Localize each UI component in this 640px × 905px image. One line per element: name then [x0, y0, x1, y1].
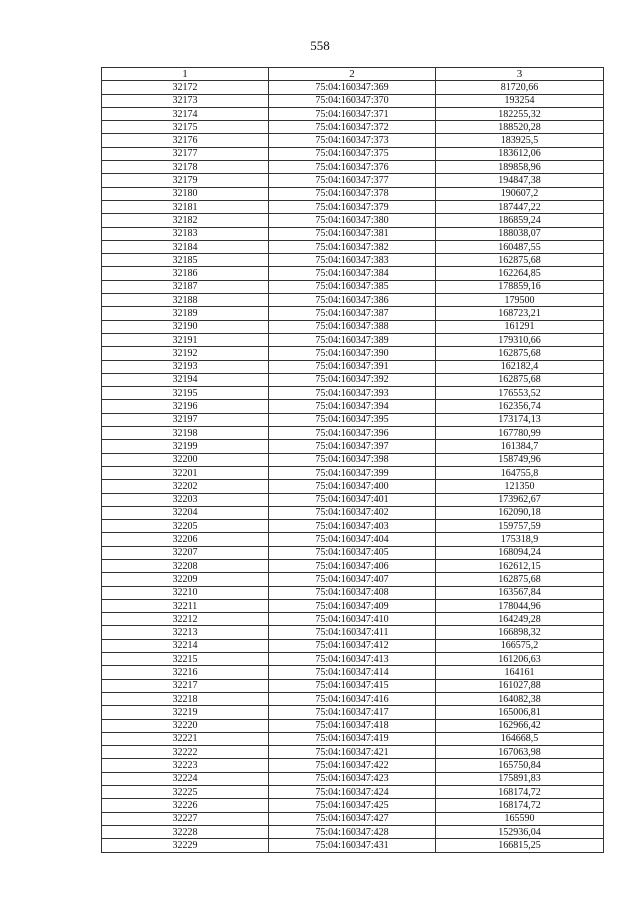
value-cell: 162264,85	[436, 267, 604, 280]
cadastral-number-cell: 75:04:160347:401	[269, 493, 436, 506]
table-row	[102, 480, 604, 493]
row-number-cell: 32218	[102, 692, 269, 705]
table-row	[102, 719, 604, 732]
table-row	[102, 307, 604, 320]
value-cell: 164082,38	[436, 692, 604, 705]
value-cell: 190607,2	[436, 187, 604, 200]
value-cell: 121350	[436, 480, 604, 493]
cadastral-number-cell: 75:04:160347:405	[269, 546, 436, 559]
cadastral-number-cell: 75:04:160347:428	[269, 825, 436, 838]
value-cell: 161291	[436, 320, 604, 333]
row-number-cell: 32209	[102, 573, 269, 586]
table-body	[102, 81, 604, 852]
value-cell: 158749,96	[436, 453, 604, 466]
row-number-cell: 32180	[102, 187, 269, 200]
cadastral-number-cell: 75:04:160347:417	[269, 706, 436, 719]
header-row	[102, 68, 604, 81]
table-row	[102, 320, 604, 333]
cadastral-number-cell: 75:04:160347:400	[269, 480, 436, 493]
table-row	[102, 520, 604, 533]
table-row	[102, 732, 604, 745]
cadastral-number-cell: 75:04:160347:392	[269, 373, 436, 386]
table-row	[102, 825, 604, 838]
table-row	[102, 240, 604, 253]
row-number-cell: 32183	[102, 227, 269, 240]
table-row	[102, 466, 604, 479]
cadastral-number-cell: 75:04:160347:407	[269, 573, 436, 586]
cadastral-number-cell: 75:04:160347:370	[269, 94, 436, 107]
row-number-cell: 32204	[102, 506, 269, 519]
value-cell: 188038,07	[436, 227, 604, 240]
value-cell: 166815,25	[436, 839, 604, 852]
value-cell: 166898,32	[436, 626, 604, 639]
table-row	[102, 387, 604, 400]
cadastral-number-cell: 75:04:160347:411	[269, 626, 436, 639]
cadastral-number-cell: 75:04:160347:390	[269, 347, 436, 360]
table-row	[102, 227, 604, 240]
row-number-cell: 32174	[102, 107, 269, 120]
cadastral-number-cell: 75:04:160347:380	[269, 214, 436, 227]
value-cell: 175318,9	[436, 533, 604, 546]
value-cell: 162875,68	[436, 254, 604, 267]
row-number-cell: 32182	[102, 214, 269, 227]
row-number-cell: 32222	[102, 746, 269, 759]
table-row	[102, 493, 604, 506]
cadastral-number-cell: 75:04:160347:399	[269, 466, 436, 479]
row-number-cell: 32192	[102, 347, 269, 360]
value-cell: 161027,88	[436, 679, 604, 692]
table-row	[102, 107, 604, 120]
value-cell: 162875,68	[436, 373, 604, 386]
row-number-cell: 32221	[102, 732, 269, 745]
table-row	[102, 812, 604, 825]
table-row	[102, 200, 604, 213]
row-number-cell: 32224	[102, 772, 269, 785]
cadastral-number-cell: 75:04:160347:416	[269, 692, 436, 705]
cadastral-number-cell: 75:04:160347:403	[269, 520, 436, 533]
cadastral-number-cell: 75:04:160347:421	[269, 746, 436, 759]
table-row	[102, 626, 604, 639]
parcel-table	[101, 67, 604, 853]
row-number-cell: 32196	[102, 400, 269, 413]
column-header-3: 3	[436, 68, 604, 81]
value-cell: 163567,84	[436, 586, 604, 599]
table-row	[102, 839, 604, 852]
row-number-cell: 32172	[102, 81, 269, 94]
table-row	[102, 333, 604, 346]
table-row	[102, 799, 604, 812]
row-number-cell: 32179	[102, 174, 269, 187]
value-cell: 162090,18	[436, 506, 604, 519]
cadastral-number-cell: 75:04:160347:397	[269, 440, 436, 453]
cadastral-number-cell: 75:04:160347:388	[269, 320, 436, 333]
value-cell: 182255,32	[436, 107, 604, 120]
cadastral-number-cell: 75:04:160347:372	[269, 121, 436, 134]
cadastral-number-cell: 75:04:160347:410	[269, 613, 436, 626]
cadastral-number-cell: 75:04:160347:398	[269, 453, 436, 466]
row-number-cell: 32193	[102, 360, 269, 373]
table-row	[102, 599, 604, 612]
table-row	[102, 400, 604, 413]
row-number-cell: 32211	[102, 599, 269, 612]
table-row	[102, 706, 604, 719]
table-row	[102, 214, 604, 227]
row-number-cell: 32185	[102, 254, 269, 267]
value-cell: 164755,8	[436, 466, 604, 479]
table-row	[102, 413, 604, 426]
cadastral-number-cell: 75:04:160347:422	[269, 759, 436, 772]
value-cell: 187447,22	[436, 200, 604, 213]
table-row	[102, 134, 604, 147]
value-cell: 168174,72	[436, 786, 604, 799]
cadastral-number-cell: 75:04:160347:376	[269, 161, 436, 174]
row-number-cell: 32181	[102, 200, 269, 213]
table-row	[102, 453, 604, 466]
row-number-cell: 32206	[102, 533, 269, 546]
value-cell: 167063,98	[436, 746, 604, 759]
cadastral-number-cell: 75:04:160347:395	[269, 413, 436, 426]
row-number-cell: 32175	[102, 121, 269, 134]
value-cell: 176553,52	[436, 387, 604, 400]
value-cell: 165590	[436, 812, 604, 825]
value-cell: 164161	[436, 666, 604, 679]
cadastral-number-cell: 75:04:160347:371	[269, 107, 436, 120]
row-number-cell: 32195	[102, 387, 269, 400]
value-cell: 173962,67	[436, 493, 604, 506]
row-number-cell: 32198	[102, 427, 269, 440]
cadastral-number-cell: 75:04:160347:379	[269, 200, 436, 213]
row-number-cell: 32226	[102, 799, 269, 812]
value-cell: 173174,13	[436, 413, 604, 426]
row-number-cell: 32191	[102, 333, 269, 346]
value-cell: 165750,84	[436, 759, 604, 772]
value-cell: 194847,38	[436, 174, 604, 187]
table-row	[102, 347, 604, 360]
cadastral-number-cell: 75:04:160347:378	[269, 187, 436, 200]
row-number-cell: 32205	[102, 520, 269, 533]
value-cell: 159757,59	[436, 520, 604, 533]
row-number-cell: 32173	[102, 94, 269, 107]
value-cell: 168174,72	[436, 799, 604, 812]
row-number-cell: 32223	[102, 759, 269, 772]
value-cell: 167780,99	[436, 427, 604, 440]
cadastral-number-cell: 75:04:160347:377	[269, 174, 436, 187]
row-number-cell: 32212	[102, 613, 269, 626]
row-number-cell: 32210	[102, 586, 269, 599]
row-number-cell: 32176	[102, 134, 269, 147]
table-row	[102, 653, 604, 666]
page-number: 558	[310, 38, 330, 53]
table-row	[102, 692, 604, 705]
table-row	[102, 546, 604, 559]
table-row	[102, 267, 604, 280]
row-number-cell: 32216	[102, 666, 269, 679]
value-cell: 189858,96	[436, 161, 604, 174]
row-number-cell: 32203	[102, 493, 269, 506]
row-number-cell: 32197	[102, 413, 269, 426]
cadastral-number-cell: 75:04:160347:384	[269, 267, 436, 280]
value-cell: 160487,55	[436, 240, 604, 253]
value-cell: 175891,83	[436, 772, 604, 785]
cadastral-number-cell: 75:04:160347:393	[269, 387, 436, 400]
cadastral-number-cell: 75:04:160347:431	[269, 839, 436, 852]
row-number-cell: 32200	[102, 453, 269, 466]
row-number-cell: 32214	[102, 639, 269, 652]
table-row	[102, 679, 604, 692]
row-number-cell: 32194	[102, 373, 269, 386]
cadastral-number-cell: 75:04:160347:425	[269, 799, 436, 812]
cadastral-number-cell: 75:04:160347:385	[269, 280, 436, 293]
cadastral-number-cell: 75:04:160347:387	[269, 307, 436, 320]
column-header-1: 1	[102, 68, 269, 81]
table-row	[102, 427, 604, 440]
value-cell: 186859,24	[436, 214, 604, 227]
table-row	[102, 94, 604, 107]
cadastral-number-cell: 75:04:160347:396	[269, 427, 436, 440]
value-cell: 178859,16	[436, 280, 604, 293]
value-cell: 162966,42	[436, 719, 604, 732]
cadastral-number-cell: 75:04:160347:404	[269, 533, 436, 546]
cadastral-number-cell: 75:04:160347:414	[269, 666, 436, 679]
row-number-cell: 32219	[102, 706, 269, 719]
row-number-cell: 32208	[102, 559, 269, 572]
cadastral-number-cell: 75:04:160347:423	[269, 772, 436, 785]
cadastral-number-cell: 75:04:160347:402	[269, 506, 436, 519]
row-number-cell: 32207	[102, 546, 269, 559]
table-row	[102, 559, 604, 572]
row-number-cell: 32215	[102, 653, 269, 666]
value-cell: 165006,81	[436, 706, 604, 719]
row-number-cell: 32188	[102, 294, 269, 307]
value-cell: 162182,4	[436, 360, 604, 373]
row-number-cell: 32229	[102, 839, 269, 852]
cadastral-number-cell: 75:04:160347:386	[269, 294, 436, 307]
table-row	[102, 161, 604, 174]
value-cell: 164668,5	[436, 732, 604, 745]
table-row	[102, 280, 604, 293]
row-number-cell: 32217	[102, 679, 269, 692]
cadastral-number-cell: 75:04:160347:373	[269, 134, 436, 147]
row-number-cell: 32228	[102, 825, 269, 838]
table-row	[102, 254, 604, 267]
row-number-cell: 32220	[102, 719, 269, 732]
cadastral-number-cell: 75:04:160347:375	[269, 147, 436, 160]
table-row	[102, 187, 604, 200]
table-row	[102, 121, 604, 134]
table-row	[102, 294, 604, 307]
cadastral-number-cell: 75:04:160347:381	[269, 227, 436, 240]
row-number-cell: 32187	[102, 280, 269, 293]
column-header-2: 2	[269, 68, 436, 81]
row-number-cell: 32190	[102, 320, 269, 333]
value-cell: 152936,04	[436, 825, 604, 838]
table-row	[102, 759, 604, 772]
cadastral-number-cell: 75:04:160347:427	[269, 812, 436, 825]
row-number-cell: 32201	[102, 466, 269, 479]
table-row	[102, 573, 604, 586]
cadastral-number-cell: 75:04:160347:383	[269, 254, 436, 267]
value-cell: 162612,15	[436, 559, 604, 572]
row-number-cell: 32199	[102, 440, 269, 453]
value-cell: 183925,5	[436, 134, 604, 147]
row-number-cell: 32189	[102, 307, 269, 320]
cadastral-number-cell: 75:04:160347:389	[269, 333, 436, 346]
table-row	[102, 147, 604, 160]
cadastral-number-cell: 75:04:160347:382	[269, 240, 436, 253]
cadastral-number-cell: 75:04:160347:406	[269, 559, 436, 572]
row-number-cell: 32184	[102, 240, 269, 253]
table-row	[102, 81, 604, 94]
cadastral-number-cell: 75:04:160347:424	[269, 786, 436, 799]
row-number-cell: 32225	[102, 786, 269, 799]
value-cell: 168094,24	[436, 546, 604, 559]
table-row	[102, 360, 604, 373]
cadastral-number-cell: 75:04:160347:394	[269, 400, 436, 413]
cadastral-number-cell: 75:04:160347:369	[269, 81, 436, 94]
table-row	[102, 772, 604, 785]
row-number-cell: 32186	[102, 267, 269, 280]
table-row	[102, 746, 604, 759]
table-row	[102, 506, 604, 519]
cadastral-number-cell: 75:04:160347:415	[269, 679, 436, 692]
value-cell: 161206,63	[436, 653, 604, 666]
table-row	[102, 613, 604, 626]
table-row	[102, 174, 604, 187]
value-cell: 179500	[436, 294, 604, 307]
value-cell: 183612,06	[436, 147, 604, 160]
value-cell: 162875,68	[436, 347, 604, 360]
table-row	[102, 666, 604, 679]
table-row	[102, 373, 604, 386]
cadastral-number-cell: 75:04:160347:412	[269, 639, 436, 652]
row-number-cell: 32213	[102, 626, 269, 639]
cadastral-number-cell: 75:04:160347:418	[269, 719, 436, 732]
value-cell: 162356,74	[436, 400, 604, 413]
value-cell: 161384,7	[436, 440, 604, 453]
row-number-cell: 32227	[102, 812, 269, 825]
cadastral-number-cell: 75:04:160347:408	[269, 586, 436, 599]
row-number-cell: 32178	[102, 161, 269, 174]
value-cell: 193254	[436, 94, 604, 107]
table-row	[102, 533, 604, 546]
cadastral-number-cell: 75:04:160347:413	[269, 653, 436, 666]
value-cell: 178044,96	[436, 599, 604, 612]
value-cell: 179310,66	[436, 333, 604, 346]
row-number-cell: 32177	[102, 147, 269, 160]
table-header	[102, 68, 604, 81]
value-cell: 166575,2	[436, 639, 604, 652]
value-cell: 188520,28	[436, 121, 604, 134]
cadastral-number-cell: 75:04:160347:391	[269, 360, 436, 373]
value-cell: 162875,68	[436, 573, 604, 586]
value-cell: 164249,28	[436, 613, 604, 626]
table-row	[102, 786, 604, 799]
cadastral-number-cell: 75:04:160347:409	[269, 599, 436, 612]
row-number-cell: 32202	[102, 480, 269, 493]
table-row	[102, 586, 604, 599]
cadastral-number-cell: 75:04:160347:419	[269, 732, 436, 745]
value-cell: 168723,21	[436, 307, 604, 320]
table-row	[102, 440, 604, 453]
value-cell: 81720,66	[436, 81, 604, 94]
table-row	[102, 639, 604, 652]
